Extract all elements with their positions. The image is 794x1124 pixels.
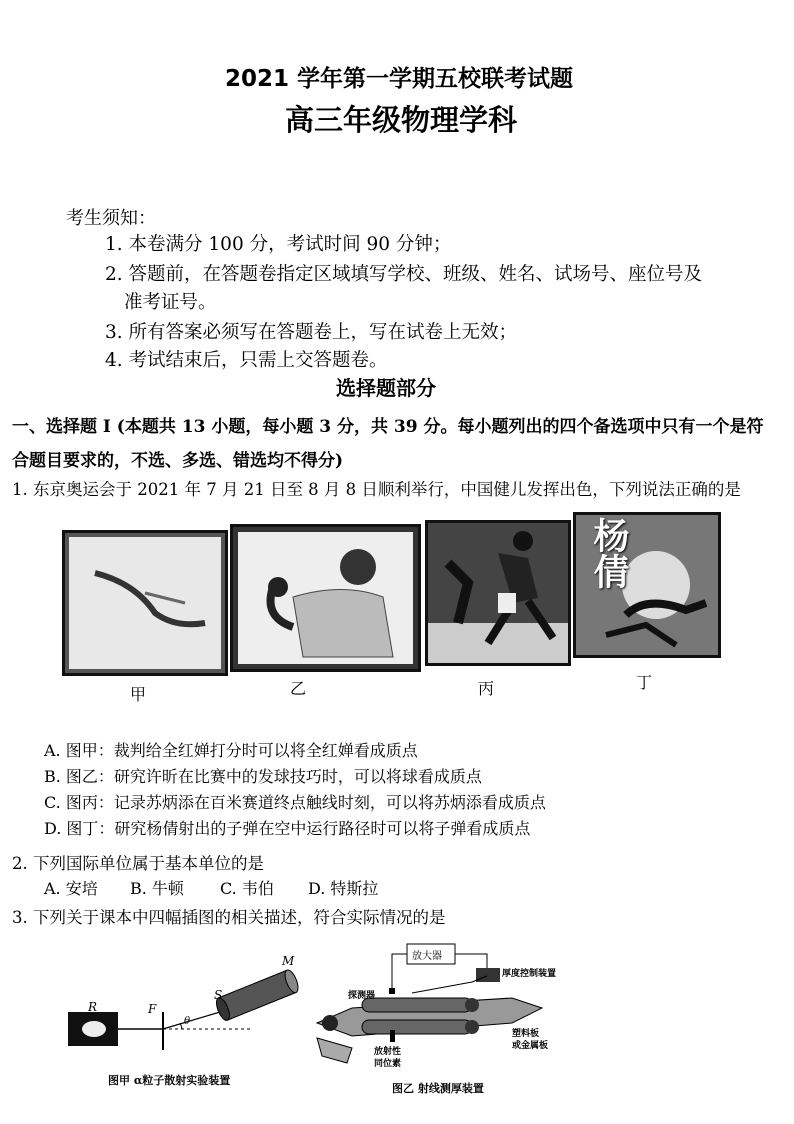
q1-option-b: B. 图乙：研究许昕在比赛中的发球技巧时，可以将球看成质点 (44, 767, 482, 786)
notice-item-2: 2. 答题前，在答题卷指定区域填写学校、班级、姓名、试场号、座位号及 (105, 264, 703, 285)
photo-label-jia: 甲 (130, 685, 147, 704)
figure-caption-jia: 图甲 α粒子散射实验装置 (108, 1074, 231, 1087)
q1-option-a: A. 图甲：裁判给全红婵打分时可以将全红婵看成质点 (44, 741, 418, 760)
q1-stem: 1. 东京奥运会于 2021 年 7 月 21 日至 8 月 8 日顺利举行，中国健儿发挥出色，下列说法正确的是 (12, 480, 741, 499)
q1-option-c: C. 图丙：记录苏炳添在百米赛道终点触线时刻，可以将苏炳添看成质点 (44, 793, 546, 812)
notice-heading: 考生须知： (66, 208, 156, 229)
sprinter-image (428, 523, 568, 663)
photo-label-ding: 丁 (636, 673, 653, 692)
q2-option-c: C. 韦伯 (220, 879, 274, 898)
alpha-scattering-diagram (60, 950, 310, 1070)
photo-caption-yangqian: 杨倩 (588, 517, 630, 589)
label-m: M (282, 954, 295, 968)
photo-label-yi: 乙 (290, 679, 307, 698)
label-plate: 塑料板 (512, 1029, 540, 1039)
notice-item-1: 1. 本卷满分 100 分，考试时间 90 分钟； (105, 234, 452, 255)
label-theta: θ (184, 1016, 191, 1027)
table-tennis-image (233, 527, 418, 669)
q1-option-d: D. 图丁：研究杨倩射出的子弹在空中运行路径时可以将子弹看成质点 (44, 819, 531, 838)
photo-jia (62, 530, 228, 676)
photo-yi (230, 524, 421, 672)
notice-item-4: 4. 考试结束后，只需上交答题卷。 (105, 350, 388, 371)
q2-stem: 2. 下列国际单位属于基本单位的是 (12, 854, 264, 873)
label-f: F (148, 1002, 157, 1016)
q2-option-b: B. 牛顿 (130, 879, 184, 898)
subject-title: 高三年级物理学科 (285, 103, 518, 137)
q2-option-a: A. 安培 (44, 879, 98, 898)
label-detector: 探测器 (348, 991, 376, 1001)
notice-item-2-cont: 准考证号。 (124, 292, 217, 313)
part-instructions-line2: 合题目要求的，不选、多选、错选均不得分) (12, 451, 344, 471)
photo-label-bing: 丙 (478, 679, 495, 698)
label-s: S (214, 988, 223, 1002)
label-source: 放射性 (374, 1047, 402, 1057)
label-thickness-control: 厚度控制装置 (502, 969, 557, 979)
thickness-gauge-diagram (312, 938, 572, 1078)
figure-caption-yi: 图乙 射线测厚装置 (392, 1082, 484, 1095)
section-title: 选择题部分 (336, 376, 436, 400)
label-source-2: 同位素 (374, 1059, 402, 1069)
photo-bing (425, 520, 571, 666)
label-amplifier: 放大器 (412, 951, 442, 962)
photo-ding (573, 512, 721, 658)
part-instructions-line1: 一、选择题 I (本题共 13 小题，每小题 3 分，共 39 分。每小题列出的四个备选项中只有一个是符 (12, 417, 764, 437)
exam-title: 2021 学年第一学期五校联考试题 (225, 66, 574, 92)
label-r: R (88, 1000, 98, 1014)
q3-stem: 3. 下列关于课本中四幅插图的相关描述，符合实际情况的是 (12, 908, 446, 927)
q2-option-d: D. 特斯拉 (308, 879, 379, 898)
diver-image (65, 533, 225, 673)
label-plate-2: 或金属板 (512, 1041, 549, 1051)
figure-alpha-scattering (60, 950, 310, 1070)
figure-thickness-gauge (312, 938, 572, 1078)
notice-item-3: 3. 所有答案必须写在答题卷上，写在试卷上无效； (105, 322, 518, 343)
